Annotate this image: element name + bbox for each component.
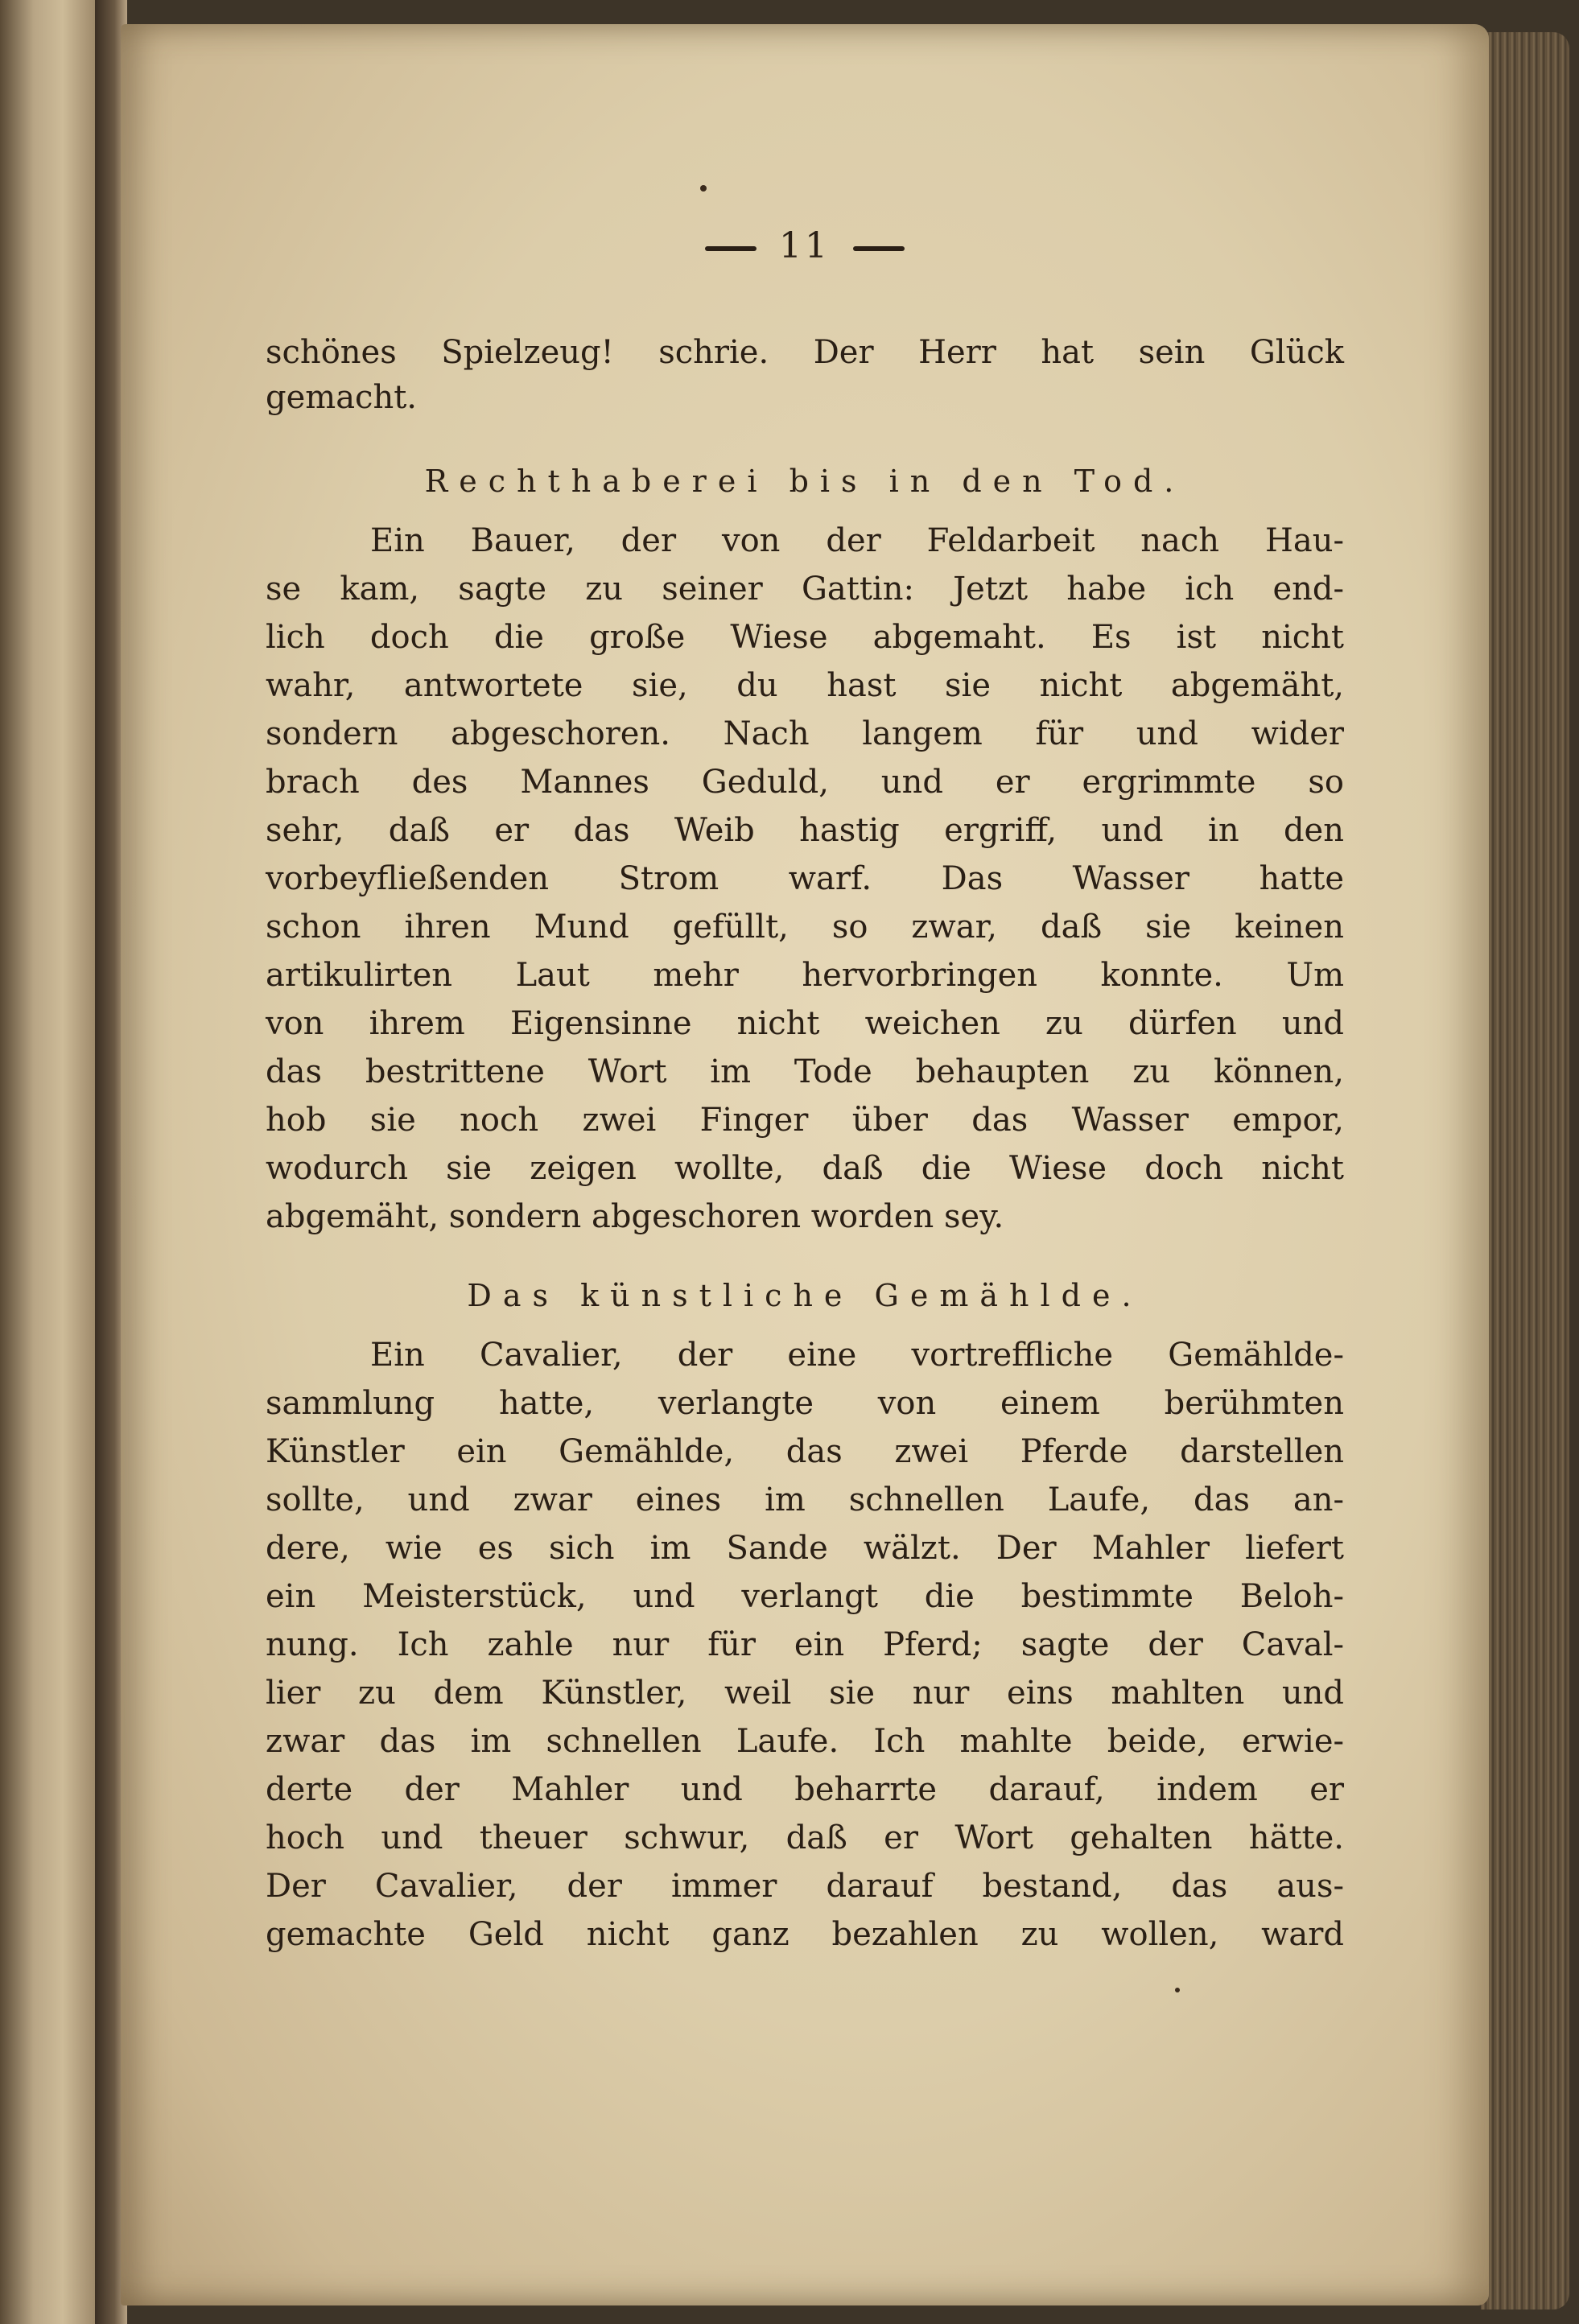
text-line: derte der Mahler und beharrte darauf, indem er bbox=[266, 1771, 1344, 1808]
text-line: Der Cavalier, der immer darauf bestand, das aus- bbox=[266, 1868, 1344, 1905]
text-line: brach des Mannes Geduld, und er ergrimmte so bbox=[266, 764, 1344, 801]
text-line: sollte, und zwar eines im schnellen Laufe, das an- bbox=[266, 1481, 1344, 1518]
text-line: das bestrittene Wort im Tode behaupten zu können, bbox=[266, 1053, 1344, 1090]
facing-page-edge bbox=[0, 0, 97, 2324]
running-header bbox=[266, 225, 1344, 266]
text-line: abgemäht, sondern abgeschoren worden sey. bbox=[266, 1198, 1004, 1235]
page-number: 11 bbox=[779, 225, 831, 266]
header-rule-left bbox=[705, 246, 757, 251]
text-line: sehr, daß er das Weib hastig ergriff, und in den bbox=[266, 812, 1344, 849]
text-line: Ein Bauer, der von der Feldarbeit nach Hau- bbox=[370, 522, 1344, 559]
text-line: Ein Cavalier, der eine vortreffliche Gemählde- bbox=[370, 1337, 1344, 1374]
story-heading: Das künstliche Gemählde. bbox=[467, 1278, 1143, 1313]
text-line: sondern abgeschoren. Nach langem für und wider bbox=[266, 715, 1344, 752]
text-line: nung. Ich zahle nur für ein Pferd; sagte der Caval- bbox=[266, 1626, 1344, 1663]
text-line: hob sie noch zwei Finger über das Wasser empor, bbox=[266, 1102, 1344, 1139]
text-line: gemachte Geld nicht ganz bezahlen zu wollen, ward bbox=[266, 1916, 1344, 1953]
text-line: artikulirten Laut mehr hervorbringen konnte. Um bbox=[266, 957, 1344, 994]
text-line: wodurch sie zeigen wollte, daß die Wiese doch nicht bbox=[266, 1150, 1344, 1187]
text-line: ein Meisterstück, und verlangt die bestimmte Beloh- bbox=[266, 1578, 1344, 1615]
text-line: wahr, antwortete sie, du hast sie nicht abgemäht, bbox=[266, 667, 1344, 704]
ink-speck bbox=[1175, 1988, 1180, 1992]
text-line: schon ihren Mund gefüllt, so zwar, daß sie keinen bbox=[266, 909, 1344, 946]
text-line: schönes Spielzeug! schrie. Der Herr hat sein Glück bbox=[266, 334, 1344, 371]
text-line: dere, wie es sich im Sande wälzt. Der Mahler liefert bbox=[266, 1530, 1344, 1567]
book-page bbox=[121, 24, 1489, 2305]
text-line: Künstler ein Gemählde, das zwei Pferde darstellen bbox=[266, 1433, 1344, 1470]
text-line: zwar das im schnellen Laufe. Ich mahlte beide, erwie- bbox=[266, 1723, 1344, 1760]
text-line: von ihrem Eigensinne nicht weichen zu dürfen und bbox=[266, 1005, 1344, 1042]
text-line: lich doch die große Wiese abgemaht. Es ist nicht bbox=[266, 619, 1344, 656]
story-heading: Rechthaberei bis in den Tod. bbox=[424, 464, 1185, 499]
header-rule-right bbox=[853, 246, 905, 251]
text-line: hoch und theuer schwur, daß er Wort gehalten hätte. bbox=[266, 1819, 1344, 1856]
text-line: se kam, sagte zu seiner Gattin: Jetzt habe ich end- bbox=[266, 571, 1344, 608]
text-line: sammlung hatte, verlangte von einem berühmten bbox=[266, 1385, 1344, 1422]
text-line: gemacht. bbox=[266, 379, 418, 416]
text-line: vorbeyfließenden Strom warf. Das Wasser hatte bbox=[266, 860, 1344, 897]
page-block-edge bbox=[1481, 32, 1569, 2310]
text-line: lier zu dem Künstler, weil sie nur eins mahlten und bbox=[266, 1675, 1344, 1712]
ink-speck bbox=[700, 185, 707, 192]
